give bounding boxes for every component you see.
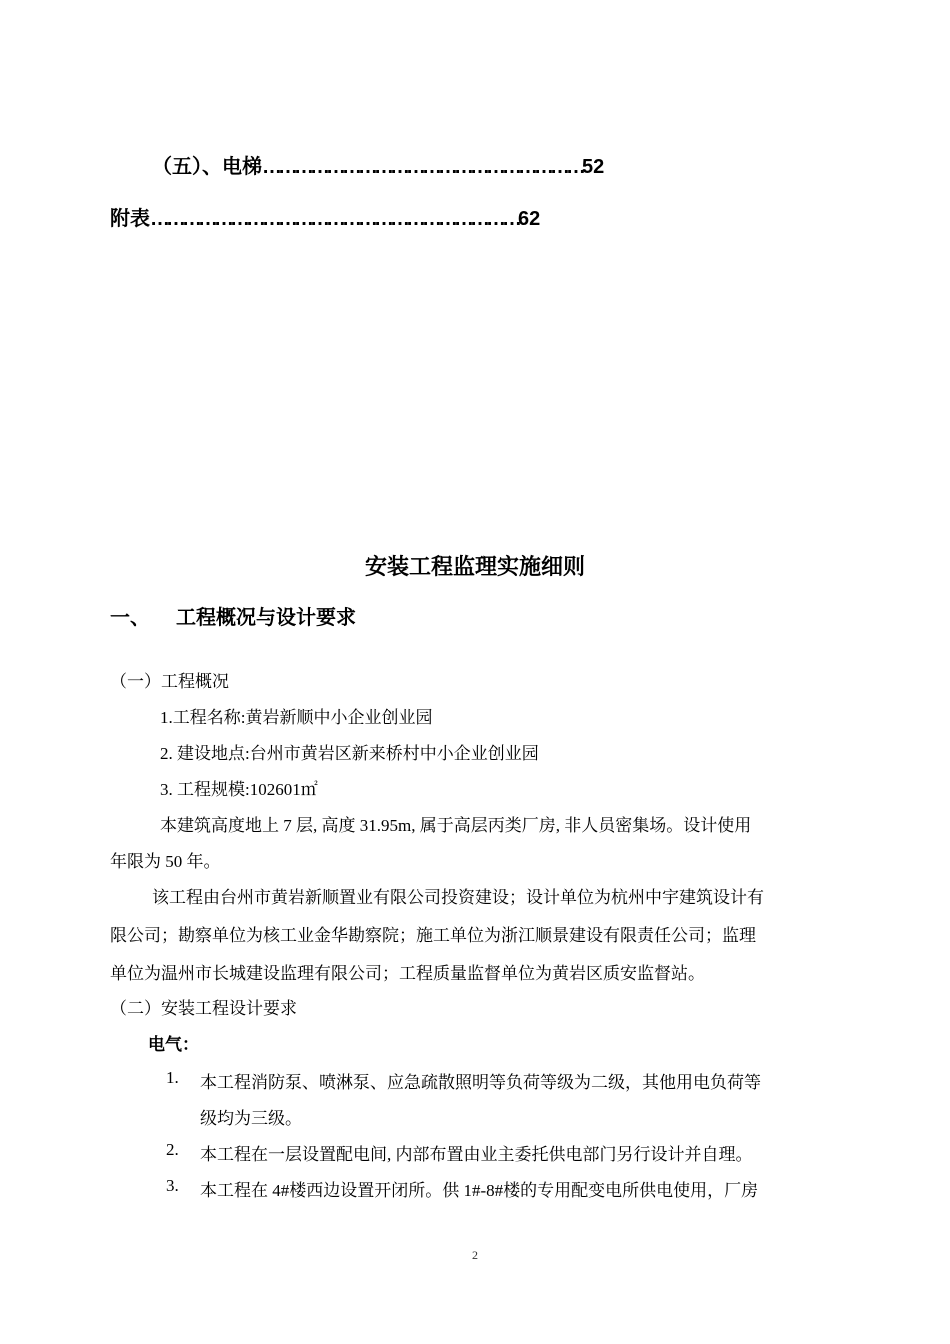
project-scale: 3. 工程规模:102601㎡	[160, 780, 318, 799]
list-item-text: 本工程在 4#楼西边设置开闭所。供 1#-8#楼的专用配变电所供电使用，厂房	[200, 1181, 759, 1200]
paragraph-line: 单位为温州市长城建设监理有限公司；工程质量监督单位为黄岩区质安监督站。	[110, 964, 705, 983]
subsection-heading: （二）安装工程设计要求	[110, 999, 297, 1018]
paragraph-line: 本建筑高度地上 7 层, 高度 31.95m, 属于高层丙类厂房, 非人员密集场。设计使用	[160, 816, 752, 835]
list-number: 1.	[166, 1068, 179, 1087]
toc-entry-appendix[interactable]	[110, 202, 540, 231]
paragraph-line: 限公司；勘察单位为核工业金华勘察院；施工单位为浙江顺景建设有限责任公司；监理	[110, 926, 756, 945]
project-name: 1.工程名称:黄岩新顺中小企业创业园	[160, 708, 433, 727]
toc-label: （五）、电梯	[152, 156, 262, 178]
project-location: 2. 建设地点:台州市黄岩区新来桥村中小企业创业园	[160, 744, 539, 763]
section-title: 工程概况与设计要求	[176, 605, 356, 629]
list-item-text: 级均为三级。	[200, 1109, 302, 1128]
toc-page: 52	[582, 156, 605, 178]
toc-page: 62	[518, 208, 541, 230]
list-number: 2.	[166, 1140, 179, 1159]
category-heading: 电气：	[148, 1035, 199, 1054]
toc-entry-elevator[interactable]	[152, 150, 604, 179]
document-title: 安装工程监理实施细则	[364, 555, 585, 580]
list-item-text: 本工程消防泵、喷淋泵、应急疏散照明等负荷等级为二级，其他用电负荷等	[200, 1073, 761, 1092]
section-number: 一、	[110, 605, 150, 629]
list-number: 3.	[166, 1176, 179, 1195]
toc-leader-dots: ……………………………………………………………	[150, 208, 518, 230]
section-heading	[110, 601, 356, 630]
paragraph-line: 该工程由台州市黄岩新顺置业有限公司投资建设；设计单位为杭州中宇建筑设计有	[152, 888, 764, 907]
list-item-text: 本工程在一层设置配电间, 内部布置由业主委托供电部门另行设计并自理。	[200, 1145, 753, 1164]
toc-leader-dots: ……………………………………………………	[262, 156, 582, 178]
subsection-heading: （一）工程概况	[110, 672, 229, 691]
toc-label: 附表	[110, 208, 150, 230]
paragraph-line: 年限为 50 年。	[110, 852, 221, 871]
page-number: 2	[472, 1248, 478, 1262]
